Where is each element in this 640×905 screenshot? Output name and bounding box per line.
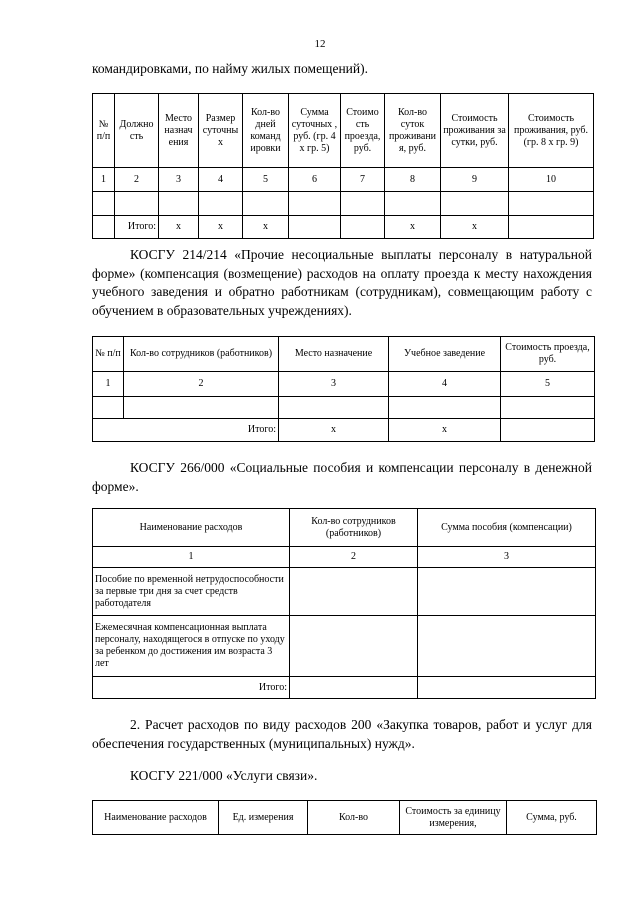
col-header: Должно сть xyxy=(115,94,159,168)
total-cell xyxy=(289,216,341,239)
intro-text: командировками, по найму жилых помещений). xyxy=(92,61,368,76)
col-header: Кол-во сотрудников (работников) xyxy=(124,337,279,372)
col-number: 5 xyxy=(501,372,595,397)
col-number: 1 xyxy=(93,168,115,192)
column-number-row xyxy=(93,372,595,397)
total-cell xyxy=(341,216,385,239)
total-label: Итого: xyxy=(93,419,279,442)
col-header: Кол-во xyxy=(308,801,400,835)
section-2-paragraph: 2. Расчет расходов по виду расходов 200 «Закупка товаров, работ и услуг для обеспечения государственных (муниципальных) нужд». xyxy=(92,717,592,751)
total-label: Итого: xyxy=(93,677,290,699)
col-number: 1 xyxy=(93,547,290,568)
total-cell: х xyxy=(441,216,509,239)
col-header: Кол-во сотрудников (работников) xyxy=(290,509,418,547)
col-header: Стоимость проезда, руб. xyxy=(501,337,595,372)
total-cell: х xyxy=(385,216,441,239)
col-number: 2 xyxy=(115,168,159,192)
communication-services-table xyxy=(92,800,597,835)
col-header: Сумма, руб. xyxy=(507,801,597,835)
col-number: 7 xyxy=(341,168,385,192)
table-row xyxy=(93,616,596,677)
col-number: 6 xyxy=(289,168,341,192)
table-header-row xyxy=(93,337,595,372)
table-header-row xyxy=(93,509,596,547)
total-cell: х xyxy=(199,216,243,239)
col-number: 2 xyxy=(290,547,418,568)
total-cell: х xyxy=(389,419,501,442)
col-header: Наименование расходов xyxy=(93,509,290,547)
total-cell: х xyxy=(279,419,389,442)
total-row xyxy=(93,216,594,239)
table-header-row xyxy=(93,94,594,168)
col-number: 8 xyxy=(385,168,441,192)
education-travel-table xyxy=(92,336,595,442)
social-benefits-table xyxy=(92,508,596,699)
col-header: Размер суточны х xyxy=(199,94,243,168)
col-header: Стоимость за единицу измерения, xyxy=(400,801,507,835)
col-header: Кол-во суток проживани я, руб. xyxy=(385,94,441,168)
table-header-row xyxy=(93,801,597,835)
col-number: 9 xyxy=(441,168,509,192)
col-number: 2 xyxy=(124,372,279,397)
kosgu-214-paragraph: КОСГУ 214/214 «Прочие несоциальные выплаты персоналу в натуральной форме» (компенсация (возмещение) расходов на оплату проезда к месту нахождения учебного заведения и обратно работникам (сотрудникам), совмещающим работу с обучением в образовательных учреждениях). xyxy=(92,247,592,318)
col-header: Ед. измерения xyxy=(219,801,308,835)
row-label: Ежемесячная компенсационная выплата персоналу, находящегося в отпуске по уходу за ребенком до достижения им возраста 3 лет xyxy=(93,616,290,677)
col-header: № п/п xyxy=(93,337,124,372)
col-header: Наименование расходов xyxy=(93,801,219,835)
kosgu-266-paragraph: КОСГУ 266/000 «Социальные пособия и компенсации персоналу в денежной форме». xyxy=(92,460,592,494)
total-cell: х xyxy=(159,216,199,239)
col-header: № п/п xyxy=(93,94,115,168)
total-label: Итого: xyxy=(115,216,159,239)
empty-row xyxy=(93,192,594,216)
col-number: 5 xyxy=(243,168,289,192)
col-number: 4 xyxy=(199,168,243,192)
col-header: Стоимость проживания, руб. (гр. 8 х гр. 9) xyxy=(509,94,594,168)
total-row xyxy=(93,419,595,442)
col-header: Место назначение xyxy=(279,337,389,372)
col-number: 3 xyxy=(279,372,389,397)
column-number-row xyxy=(93,168,594,192)
col-header: Учебное заведение xyxy=(389,337,501,372)
col-header: Сумма суточных , руб. (гр. 4 х гр. 5) xyxy=(289,94,341,168)
total-cell xyxy=(509,216,594,239)
col-number: 10 xyxy=(509,168,594,192)
col-header: Кол-во дней команд ировки xyxy=(243,94,289,168)
col-header: Сумма пособия (компенсации) xyxy=(418,509,596,547)
col-header: Стоимо сть проезда, руб. xyxy=(341,94,385,168)
col-number: 3 xyxy=(159,168,199,192)
travel-expenses-table xyxy=(92,93,594,239)
column-number-row xyxy=(93,547,596,568)
col-header: Место назнач ения xyxy=(159,94,199,168)
table-row xyxy=(93,568,596,616)
page-number: 12 xyxy=(314,38,326,50)
total-cell: х xyxy=(243,216,289,239)
total-cell xyxy=(501,419,595,442)
col-header: Стоимость проживания за сутки, руб. xyxy=(441,94,509,168)
col-number: 3 xyxy=(418,547,596,568)
kosgu-221-paragraph: КОСГУ 221/000 «Услуги связи». xyxy=(130,768,318,783)
col-number: 4 xyxy=(389,372,501,397)
empty-row xyxy=(93,397,595,419)
row-label: Пособие по временной нетрудоспособности за первые три дня за счет средств работодателя xyxy=(93,568,290,616)
total-row xyxy=(93,677,596,699)
col-number: 1 xyxy=(93,372,124,397)
